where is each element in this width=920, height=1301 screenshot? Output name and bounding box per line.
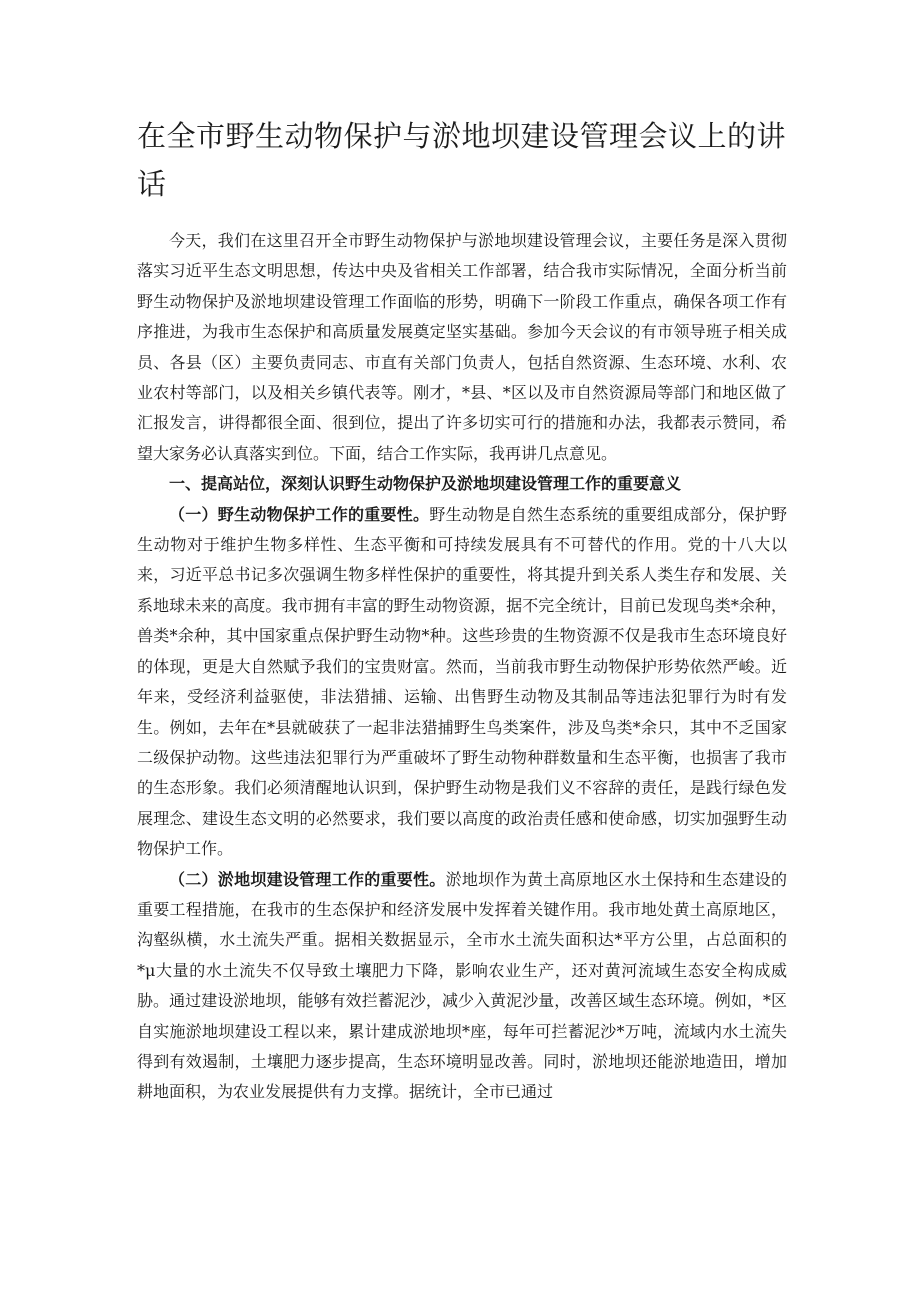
subsection-1-heading: （一）野生动物保护工作的重要性。	[169, 504, 430, 524]
intro-paragraph: 今天，我们在这里召开全市野生动物保护与淤地坝建设管理会议，主要任务是深入贯彻落实习近平生态文明思想，传达中央及省相关工作部署，结合我市实际情况，全面分析当前野生动物保护及淤地坝建设管理工作面临的形势，明确下一阶段工作重点，确保各项工作有序推进，为我市生态保护和高质量发展奠定坚实基础。参加今天会议的有市领导班子相关成员、各县（区）主要负责同志、市直有关部门负责人，包括自然资源、生态环境、水利、农业农村等部门，以及相关乡镇代表等。刚才，*县、*区以及市自然资源局等部门和地区做了汇报发言，讲得都很全面、很到位，提出了许多切实可行的措施和办法，我都表示赞同，希望大家务必认真落实到位。下面，结合工作实际，我再讲几点意见。	[137, 231, 787, 463]
section-heading-1: 一、提高站位，深刻认识野生动物保护及淤地坝建设管理工作的重要意义	[169, 474, 682, 494]
subsection-paragraph-1	[137, 500, 787, 865]
subsection-paragraph-2	[137, 865, 787, 1108]
subsection-1-text: 野生动物是自然生态系统的重要组成部分，保护野生动物对于维护生物多样性、生态平衡和可持续发展具有不可替代的作用。党的十八大以来，习近平总书记多次强调生物多样性保护的重要性，将其提升到关系人类生存和发展、关系地球未来的高度。我市拥有丰富的野生动物资源，据不完全统计，目前已发现鸟类*余种，兽类*余种，其中国家重点保护野生动物*种。这些珍贵的生物资源不仅是我市生态环境良好的体现，更是大自然赋予我们的宝贵财富。然而，当前我市野生动物保护形势依然严峻。近年来，受经济利益驱使，非法猎捕、运输、出售野生动物及其制品等违法犯罪行为时有发生。例如，去年在*县就破获了一起非法猎捕野生鸟类案件，涉及鸟类*余只，其中不乏国家二级保护动物。这些违法犯罪行为严重破坏了野生动物种群数量和生态平衡，也损害了我市的生态形象。我们必须清醒地认识到，保护野生动物是我们义不容辞的责任，是践行绿色发展理念、建设生态文明的必然要求，我们要以高度的政治责任感和使命感，切实加强野生动物保护工作。	[137, 504, 787, 859]
document-title: 在全市野生动物保护与淤地坝建设管理会议上的讲话	[137, 119, 787, 201]
subsection-2-heading: （二）淤地坝建设管理工作的重要性。	[169, 869, 446, 889]
subsection-2-text: 淤地坝作为黄土高原地区水土保持和生态建设的重要工程措施，在我市的生态保护和经济发展中发挥着关键作用。我市地处黄土高原地区，沟壑纵横，水土流失严重。据相关数据显示，全市水土流失面积达*平方公里，占总面积的*μ大量的水土流失不仅导致土壤肥力下降，影响农业生产，还对黄河流域生态安全构成威胁。通过建设淤地坝，能够有效拦蓄泥沙，减少入黄泥沙量，改善区域生态环境。例如，*区自实施淤地坝建设工程以来，累计建成淤地坝*座，每年可拦蓄泥沙*万吨，流域内水土流失得到有效遏制，土壤肥力逐步提高，生态环境明显改善。同时，淤地坝还能淤地造田，增加耕地面积，为农业发展提供有力支撑。据统计，全市已通过	[137, 869, 787, 1102]
document-body	[137, 226, 787, 1108]
